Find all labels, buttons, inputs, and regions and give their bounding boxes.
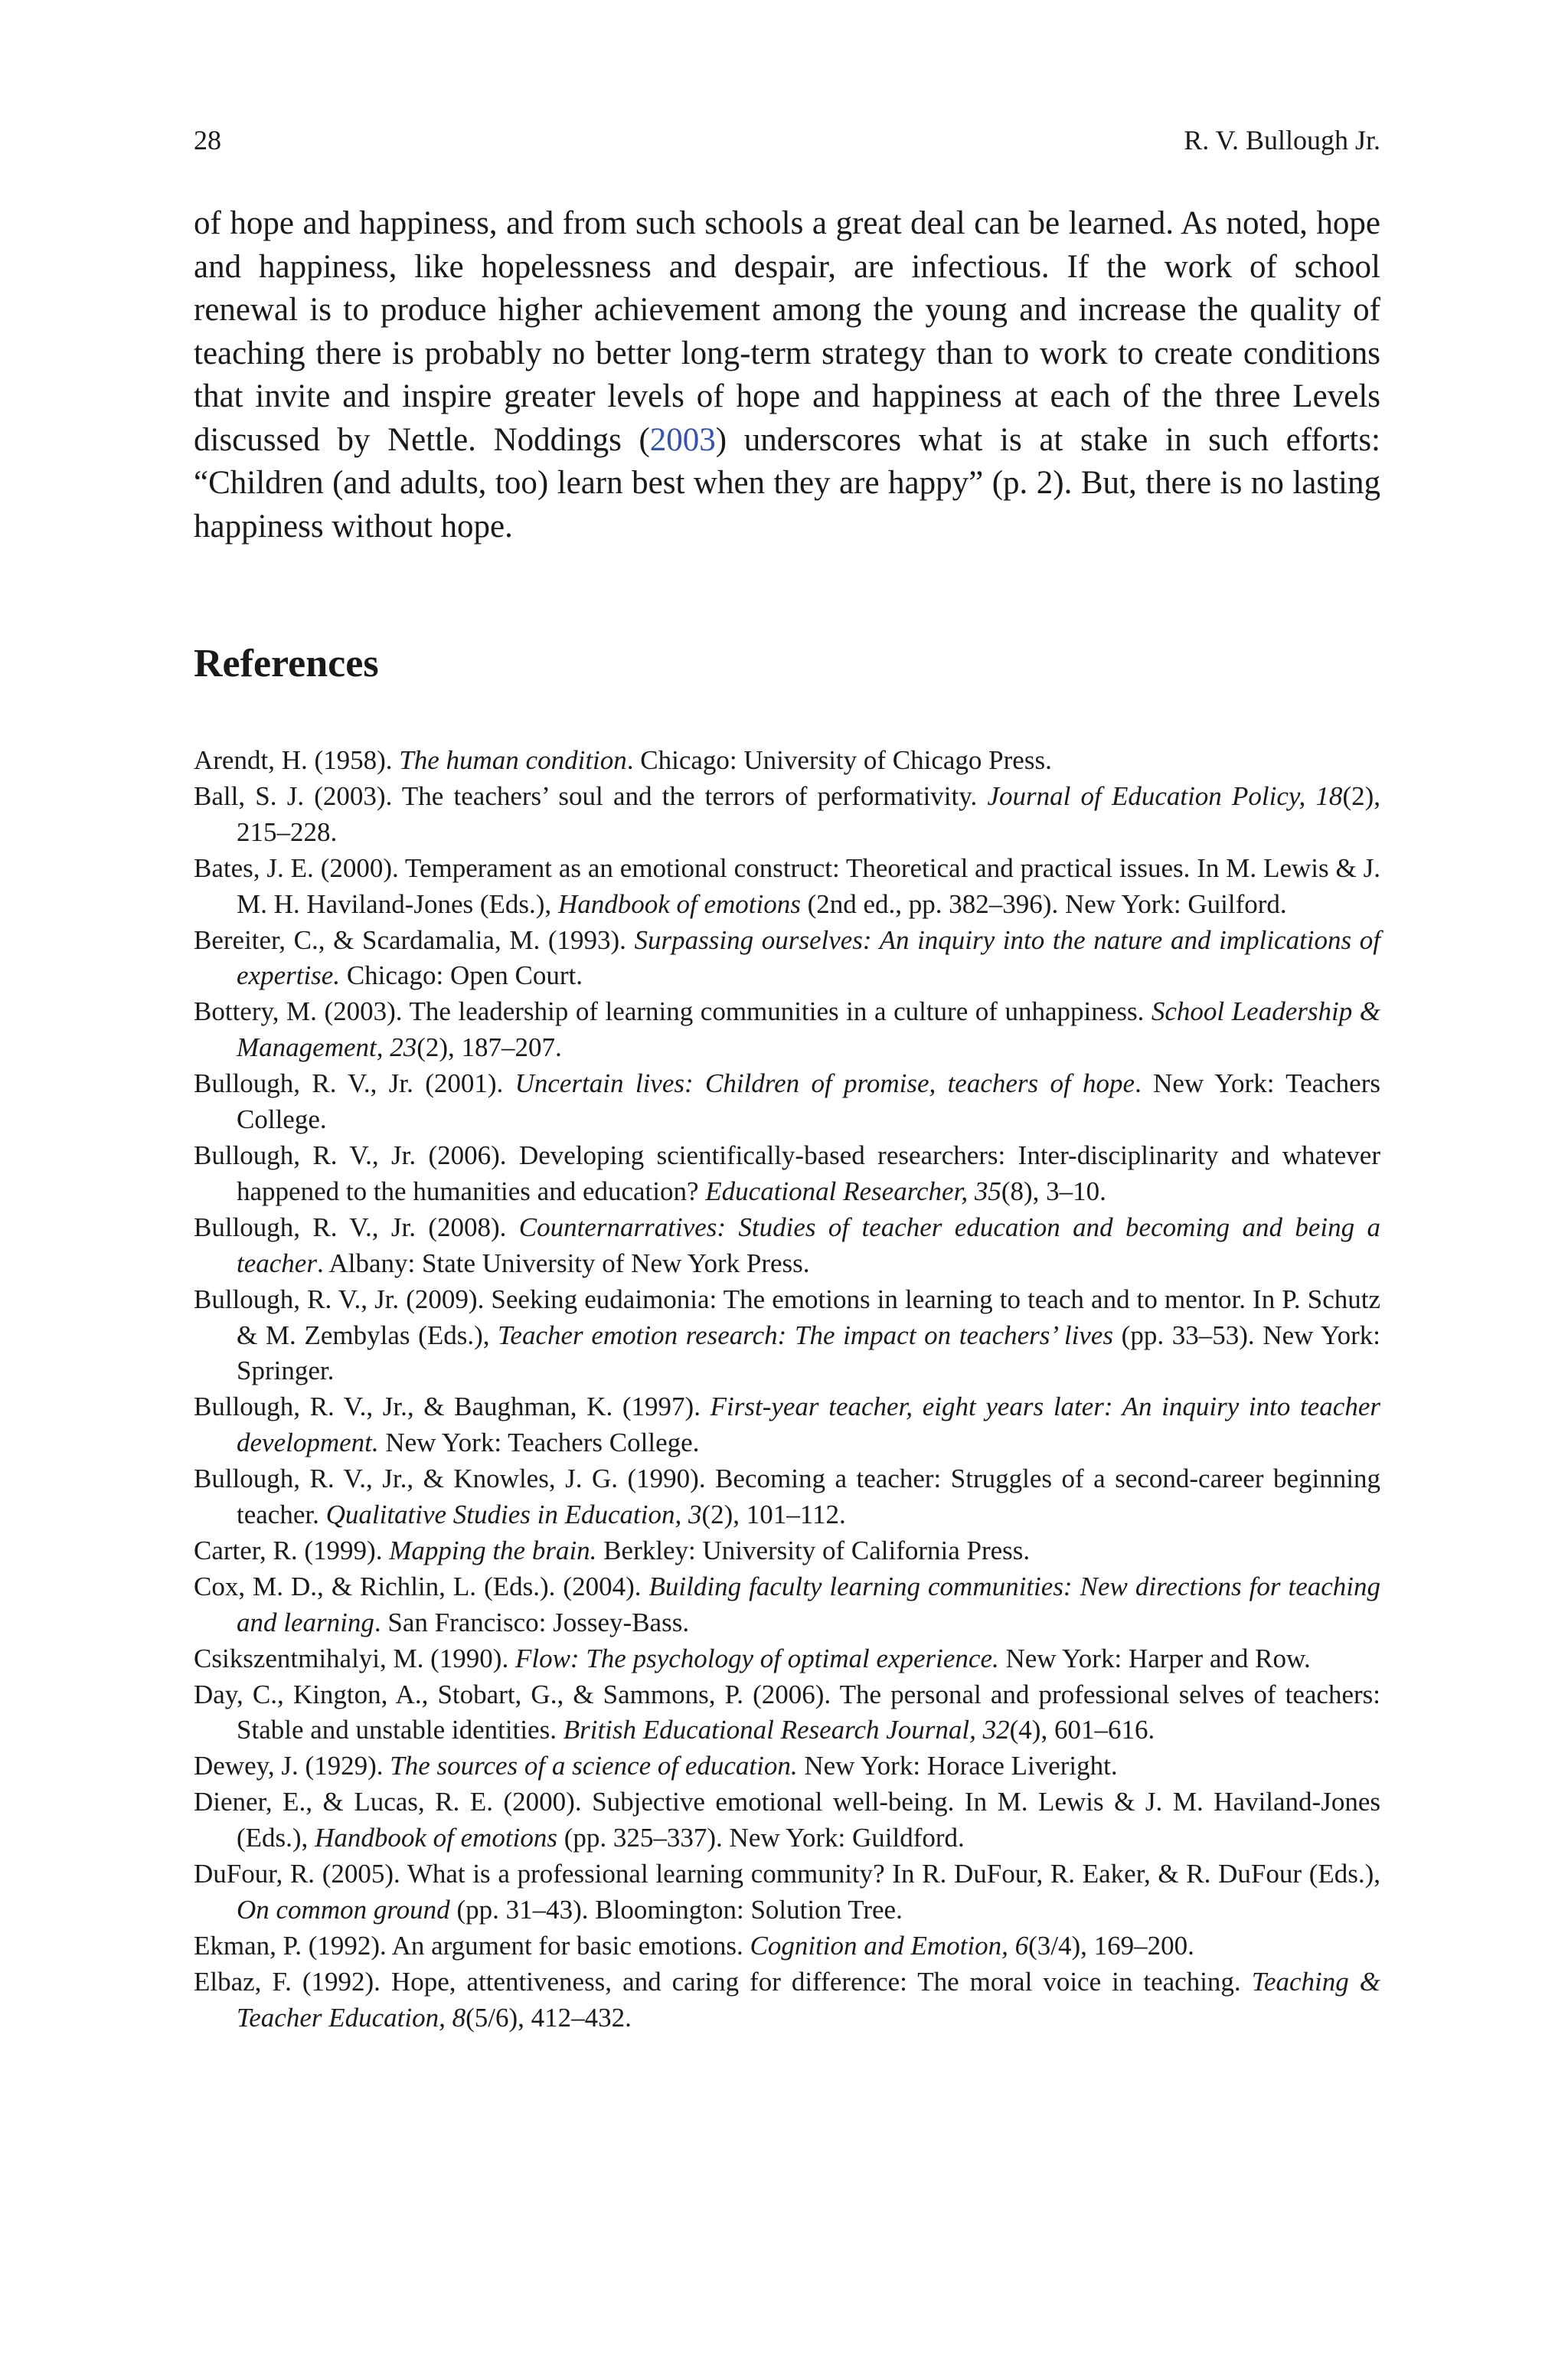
reference-text: DuFour, R. (2005). What is a professional learning community? In R. DuFour, R. Eaker, & R. DuFour (Eds.),	[194, 1859, 1380, 1889]
reference-entry	[194, 1210, 1380, 1282]
reference-details: (pp. 31–43). Bloomington: Solution Tree.	[449, 1895, 903, 1925]
reference-details: (4), 601–616.	[1009, 1715, 1155, 1745]
reference-details: . Chicago: University of Chicago Press.	[626, 745, 1052, 775]
reference-title: Uncertain lives: Children of promise, teachers of hope	[514, 1068, 1135, 1099]
reference-entry	[194, 1856, 1380, 1928]
reference-text: Cox, M. D., & Richlin, L. (Eds.). (2004).	[194, 1571, 649, 1601]
reference-title: Flow: The psychology of optimal experience.	[514, 1643, 999, 1673]
reference-entry	[194, 1461, 1380, 1533]
reference-details: . Albany: State University of New York Press.	[316, 1248, 810, 1278]
reference-text: Day, C., Kington, A., Stobart, G., & Sammons, P. (2006). The personal and professional selves of teachers: Stable and unstable identities.	[194, 1679, 1380, 1745]
reference-entry	[194, 1784, 1380, 1856]
reference-entry	[194, 1389, 1380, 1461]
reference-entry	[194, 1641, 1380, 1677]
reference-entry	[194, 851, 1380, 923]
reference-title: Teacher emotion research: The impact on teachers’ lives	[498, 1320, 1113, 1350]
reference-title: Building faculty learning communities: New directions for teaching and learning	[237, 1571, 1380, 1637]
reference-title: School Leadership & Management, 23	[237, 996, 1381, 1063]
reference-entry	[194, 1282, 1380, 1390]
reference-text: Bullough, R. V., Jr., & Knowles, J. G. (1990). Becoming a teacher: Struggles of a second-career beginning teacher.	[194, 1464, 1380, 1530]
reference-details: (2), 101–112.	[701, 1500, 846, 1530]
reference-text: Bullough, R. V., Jr. (2009). Seeking eudaimonia: The emotions in learning to teach and to mentor. In P. Schutz & M. Zembylas (Eds.),	[194, 1284, 1380, 1350]
reference-text: Bates, J. E. (2000). Temperament as an emotional construct: Theoretical and practical issues. In M. Lewis & J. M. H. Haviland-Jones (Eds.),	[194, 852, 1380, 919]
reference-text: Arendt, H. (1958).	[194, 745, 400, 775]
reference-entry	[194, 779, 1380, 851]
reference-entry	[194, 743, 1380, 779]
reference-title: First-year teacher, eight years later: An inquiry into teacher development.	[237, 1392, 1380, 1458]
reference-details: Chicago: Open Court.	[340, 960, 583, 991]
reference-details: (2nd ed., pp. 382–396). New York: Guilford.	[800, 888, 1287, 919]
reference-title: Handbook of emotions	[315, 1823, 557, 1853]
reference-title: Mapping the brain.	[389, 1535, 597, 1565]
reference-details: (2), 187–207.	[416, 1032, 562, 1063]
reference-details: New York: Harper and Row.	[998, 1643, 1311, 1673]
reference-text: Ekman, P. (1992). An argument for basic emotions.	[194, 1930, 750, 1961]
citation-link[interactable]: 2003	[649, 421, 716, 458]
references-heading: References	[194, 642, 379, 685]
body-paragraph	[194, 202, 1380, 548]
reference-details: (pp. 33–53). New York: Springer.	[237, 1320, 1380, 1386]
running-head-author: R. V. Bullough Jr.	[1184, 125, 1380, 155]
reference-details: Berkley: University of California Press.	[596, 1535, 1031, 1565]
reference-title: Teaching & Teacher Education, 8	[237, 1966, 1380, 2033]
reference-title: Cognition and Emotion, 6	[750, 1930, 1029, 1961]
reference-entry	[194, 923, 1380, 995]
reference-details: . San Francisco: Jossey-Bass.	[374, 1607, 690, 1637]
paragraph-text-b: ) underscores what is at stake in such efforts: “Children (and adults, too) learn best when they are happy” (p. 2). But, there is no lasting happiness without hope.	[194, 421, 1380, 545]
reference-title: British Educational Research Journal, 32	[563, 1715, 1010, 1745]
paragraph-text-a: of hope and happiness, and from such schools a great deal can be learned. As noted, hope and happiness, like hopelessness and despair, are infectious. If the work of school renewal is to produce higher achievement among the young and increase the quality of teaching there is probably no better long-term strategy than to work to create conditions that invite and inspire greater levels of hope and happiness at each of the three Levels discussed by Nettle. Noddings (	[194, 205, 1380, 458]
reference-entry	[194, 1533, 1380, 1569]
reference-entry	[194, 1138, 1380, 1210]
reference-details: (2), 215–228.	[237, 780, 1380, 847]
reference-text: Ball, S. J. (2003). The teachers’ soul and the terrors of performativity.	[194, 780, 988, 811]
page-number: 28	[194, 125, 221, 155]
reference-details: . New York: Teachers College.	[237, 1068, 1380, 1135]
reference-title: The sources of a science of education.	[390, 1751, 798, 1781]
reference-text: Diener, E., & Lucas, R. E. (2000). Subjective emotional well-being. In M. Lewis & J. M. Haviland-Jones (Eds.),	[194, 1787, 1380, 1853]
reference-details: (pp. 325–337). New York: Guildford.	[557, 1823, 965, 1853]
reference-text: Dewey, J. (1929).	[194, 1751, 390, 1781]
reference-title: The human condition	[399, 745, 627, 775]
reference-details: (3/4), 169–200.	[1028, 1930, 1194, 1961]
reference-entry	[194, 1928, 1380, 1964]
reference-text: Csikszentmihalyi, M. (1990).	[194, 1643, 515, 1673]
running-header	[194, 121, 1380, 159]
reference-entry	[194, 994, 1380, 1066]
reference-entry	[194, 1748, 1380, 1784]
reference-title: Journal of Education Policy, 18	[987, 780, 1343, 811]
reference-details: New York: Teachers College.	[378, 1428, 700, 1458]
reference-text: Carter, R. (1999).	[194, 1535, 390, 1565]
reference-text: Bullough, R. V., Jr. (2001).	[194, 1068, 515, 1099]
reference-list	[194, 743, 1380, 2036]
reference-entry	[194, 1964, 1380, 2036]
reference-title: Surpassing ourselves: An inquiry into the nature and implications of expertise.	[237, 924, 1380, 991]
reference-text: Bullough, R. V., Jr. (2006). Developing scientifically-based researchers: Inter-disciplinarity and whatever happened to the humanities and education?	[194, 1140, 1380, 1206]
reference-text: Bullough, R. V., Jr. (2008).	[194, 1212, 519, 1242]
reference-text: Bottery, M. (2003). The leadership of learning communities in a culture of unhappiness.	[194, 996, 1152, 1027]
reference-title: Qualitative Studies in Education, 3	[325, 1500, 702, 1530]
reference-title: Handbook of emotions	[557, 888, 801, 919]
reference-text: Bullough, R. V., Jr., & Baughman, K. (1997).	[194, 1392, 710, 1422]
reference-title: Educational Researcher, 35	[705, 1176, 1001, 1206]
reference-entry	[194, 1677, 1380, 1749]
reference-details: (8), 3–10.	[1001, 1176, 1106, 1206]
reference-details: (5/6), 412–432.	[466, 2002, 632, 2033]
reference-details: New York: Horace Liveright.	[797, 1751, 1118, 1781]
reference-text: Elbaz, F. (1992). Hope, attentiveness, and caring for difference: The moral voice in teaching.	[194, 1966, 1252, 1997]
reference-title: On common ground	[237, 1895, 450, 1925]
reference-entry	[194, 1066, 1380, 1138]
reference-title: Counternarratives: Studies of teacher education and becoming and being a teacher	[237, 1212, 1380, 1278]
reference-entry	[194, 1569, 1380, 1641]
reference-text: Bereiter, C., & Scardamalia, M. (1993).	[194, 924, 635, 955]
